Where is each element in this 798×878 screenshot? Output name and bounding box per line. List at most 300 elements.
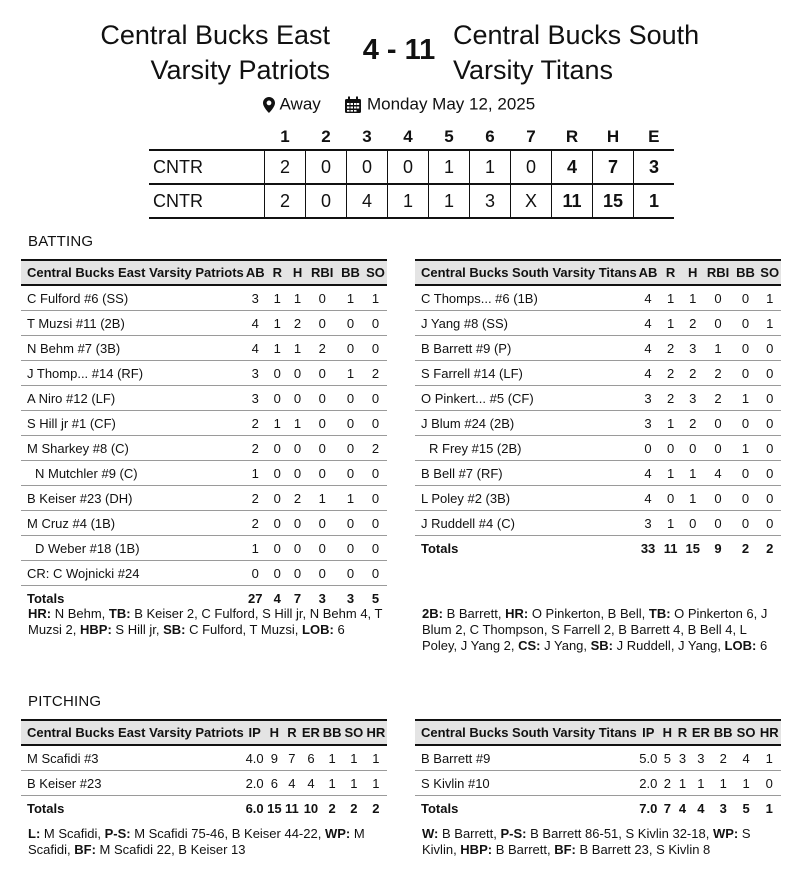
player-name: J Thomp... #14 (RF) <box>21 361 244 386</box>
batting-notes-away <box>28 606 388 638</box>
stat-value: 0 <box>307 461 337 486</box>
player-row <box>21 771 387 796</box>
linescore-row-away <box>149 150 674 184</box>
note-text: M Scafidi 22, B Keiser 13 <box>95 842 246 857</box>
note-text: O Pinkerton 6, J Blum 2, C Thompson, S Farrell 2, B Barrett 4, B Bell 4, L Poley, J Yang 2, <box>422 606 768 653</box>
player-name: B Bell #7 (RF) <box>415 461 637 486</box>
team-abbrev: CNTR <box>149 150 265 184</box>
stat-column-header: BB <box>733 260 759 285</box>
hits-total: 15 <box>593 184 634 218</box>
stat-value: 0 <box>337 386 364 411</box>
stat-value: 0 <box>758 361 781 386</box>
stat-value: 1 <box>288 411 307 436</box>
stat-value: 0 <box>364 461 387 486</box>
note-label: HR: <box>505 606 529 621</box>
note-label: BF: <box>74 842 96 857</box>
stat-value: 1 <box>364 285 387 311</box>
stat-value: 4.0 <box>244 745 266 771</box>
errors-total: 3 <box>634 150 675 184</box>
note-text: M Scafidi, <box>40 826 105 841</box>
note-text: 6 <box>756 638 768 653</box>
hits-header: H <box>606 127 620 146</box>
player-name: J Yang #8 (SS) <box>415 311 637 336</box>
inning-header: 7 <box>526 127 536 146</box>
note-text: B Barrett 23, S Kivlin 8 <box>575 842 711 857</box>
stat-value: 1 <box>704 336 733 361</box>
linescore-row-home <box>149 184 674 218</box>
pitching-notes-away <box>28 826 390 858</box>
totals-value: 4 <box>273 590 281 606</box>
stat-value: 0 <box>288 361 307 386</box>
stat-value: 1 <box>733 436 759 461</box>
stat-column-header: SO <box>758 260 781 285</box>
linescore-table <box>149 125 674 219</box>
stat-value: 0 <box>682 436 704 461</box>
stat-value: 1 <box>682 461 704 486</box>
inning-header: 2 <box>321 127 331 146</box>
stat-value: 0 <box>733 311 759 336</box>
stat-value: 1 <box>267 411 288 436</box>
player-row <box>415 285 781 311</box>
stat-value: 0 <box>704 285 733 311</box>
stat-value: 6 <box>265 771 283 796</box>
stat-value: 1 <box>321 771 343 796</box>
player-row <box>21 336 387 361</box>
note-label: HR: <box>28 606 52 621</box>
note-text: J Yang, <box>540 638 591 653</box>
stat-value: 3 <box>682 386 704 411</box>
stat-value: 0 <box>364 386 387 411</box>
stat-value: 4 <box>301 771 322 796</box>
stat-value: 2 <box>364 436 387 461</box>
stat-column-header: R <box>659 260 682 285</box>
stat-value: 0 <box>288 536 307 561</box>
stat-value: 1 <box>288 336 307 361</box>
stat-value: 0 <box>267 461 288 486</box>
stat-column-header: BB <box>712 720 735 745</box>
stat-column-header: SO <box>343 720 365 745</box>
team-column-header: Central Bucks South Varsity Titans <box>415 720 637 745</box>
stat-value: 1 <box>337 361 364 386</box>
player-row <box>415 311 781 336</box>
player-row <box>415 386 781 411</box>
stat-value: 0 <box>758 486 781 511</box>
calendar-icon <box>344 96 362 114</box>
note-text: S Hill jr, <box>111 622 164 637</box>
stat-value: 2 <box>244 436 267 461</box>
note-label: WP: <box>324 826 351 841</box>
runs-header: R <box>565 127 579 146</box>
stat-value: 3 <box>637 411 660 436</box>
player-name: B Keiser #23 <box>21 771 244 796</box>
stat-column-header: H <box>682 260 704 285</box>
player-row <box>21 511 387 536</box>
stat-value: 2 <box>682 361 704 386</box>
stat-value: 0 <box>364 336 387 361</box>
player-row <box>415 511 781 536</box>
stat-column-header: H <box>660 720 675 745</box>
stat-value: 0 <box>288 511 307 536</box>
stat-value: 1 <box>735 771 758 796</box>
stat-value: 2 <box>288 311 307 336</box>
totals-value: 15 <box>267 800 282 816</box>
totals-value: 1 <box>765 800 773 816</box>
stat-value: 7 <box>283 745 300 771</box>
stat-value: 1 <box>365 745 387 771</box>
location-label: Away <box>279 94 321 114</box>
totals-row <box>21 796 387 821</box>
note-label: SB: <box>590 638 614 653</box>
player-row <box>415 771 781 796</box>
stat-value: 2 <box>244 511 267 536</box>
stats-header-row <box>415 260 781 285</box>
stat-value: 1 <box>343 771 365 796</box>
player-row <box>415 361 781 386</box>
player-name: J Blum #24 (2B) <box>415 411 637 436</box>
totals-value: 15 <box>685 540 700 556</box>
home-team-name <box>453 18 699 88</box>
stat-column-header: SO <box>735 720 758 745</box>
stat-value: 0 <box>364 486 387 511</box>
batting-table-away <box>21 259 387 610</box>
player-row <box>415 745 781 771</box>
stat-value: 0 <box>733 461 759 486</box>
stat-value: 0 <box>337 436 364 461</box>
stat-column-header: HR <box>758 720 781 745</box>
stat-value: 0 <box>758 386 781 411</box>
totals-value: 2 <box>350 800 358 816</box>
stat-value: 1 <box>244 536 267 561</box>
inning-score: 0 <box>388 150 429 184</box>
stat-value: 0 <box>337 336 364 361</box>
stat-value: 2 <box>704 361 733 386</box>
stat-value: 0 <box>733 486 759 511</box>
inning-score: X <box>511 184 552 218</box>
stat-value: 4 <box>283 771 300 796</box>
stat-column-header: R <box>675 720 690 745</box>
stats-header-row <box>21 720 387 745</box>
away-team-line2: Varsity Patriots <box>150 55 330 85</box>
stat-value: 4 <box>637 311 660 336</box>
player-name: S Hill jr #1 (CF) <box>21 411 244 436</box>
note-label: HBP: <box>80 622 112 637</box>
note-text: B Barrett, <box>438 826 501 841</box>
inning-header: 3 <box>362 127 372 146</box>
stat-value: 3 <box>244 285 267 311</box>
stat-value: 2 <box>712 745 735 771</box>
stat-value: 0 <box>288 461 307 486</box>
totals-value: 4 <box>697 800 705 816</box>
player-name: L Poley #2 (3B) <box>415 486 637 511</box>
linescore-header <box>149 125 674 150</box>
pitching-notes-home <box>422 826 784 858</box>
inning-score: 1 <box>388 184 429 218</box>
stat-value: 3 <box>637 386 660 411</box>
stat-column-header: HR <box>365 720 387 745</box>
player-name: N Mutchler #9 (C) <box>21 461 244 486</box>
stat-value: 2.0 <box>637 771 660 796</box>
home-team-line1: Central Bucks South <box>453 20 700 50</box>
player-row <box>21 561 387 586</box>
stat-value: 0 <box>659 436 682 461</box>
stat-value: 0 <box>267 536 288 561</box>
map-pin-icon <box>263 97 275 113</box>
totals-value: 33 <box>640 540 656 556</box>
stat-value: 1 <box>267 336 288 361</box>
stat-column-header: RBI <box>704 260 733 285</box>
stat-value: 0 <box>704 311 733 336</box>
player-name: T Muzsi #11 (2B) <box>21 311 244 336</box>
stat-value: 1 <box>712 771 735 796</box>
stat-value: 2 <box>288 486 307 511</box>
stat-value: 2 <box>307 336 337 361</box>
totals-value: 5 <box>371 590 380 606</box>
note-label: HBP: <box>460 842 493 857</box>
totals-row <box>415 536 781 561</box>
stat-column-header: H <box>265 720 283 745</box>
stat-column-header: RBI <box>307 260 337 285</box>
totals-value: 11 <box>285 800 299 816</box>
stat-value: 6 <box>301 745 322 771</box>
stat-value: 0 <box>364 511 387 536</box>
stat-value: 0 <box>733 285 759 311</box>
note-text: O Pinkerton, B Bell, <box>528 606 649 621</box>
player-row <box>21 285 387 311</box>
stat-value: 2.0 <box>244 771 266 796</box>
stat-value: 0 <box>288 386 307 411</box>
note-label: W: <box>422 826 439 841</box>
stat-value: 0 <box>704 511 733 536</box>
stat-value: 0 <box>307 511 337 536</box>
inning-score: 2 <box>265 150 306 184</box>
player-row <box>415 411 781 436</box>
player-name: A Niro #12 (LF) <box>21 386 244 411</box>
stat-value: 4 <box>637 461 660 486</box>
stat-value: 3 <box>244 361 267 386</box>
totals-value: 3 <box>719 800 727 816</box>
note-text: B Barrett, <box>492 842 555 857</box>
stat-value: 4 <box>637 336 660 361</box>
stat-value: 2 <box>244 411 267 436</box>
player-name: B Barrett #9 <box>415 745 637 771</box>
totals-value: 6.0 <box>245 800 264 816</box>
player-name: B Keiser #23 (DH) <box>21 486 244 511</box>
runs-total: 11 <box>552 184 593 218</box>
player-row <box>21 745 387 771</box>
note-text: M Scafidi, <box>28 826 365 857</box>
stat-value: 0 <box>307 411 337 436</box>
stat-value: 2 <box>364 361 387 386</box>
team-column-header: Central Bucks East Varsity Patriots <box>21 260 244 285</box>
player-name: R Frey #15 (2B) <box>415 436 637 461</box>
stat-value: 0 <box>307 436 337 461</box>
note-text: B Keiser 2, C Fulford, S Hill jr, N Behm 4, T Muzsi 2, <box>28 606 383 637</box>
stat-column-header: ER <box>690 720 712 745</box>
totals-row <box>415 796 781 821</box>
stat-value: 4 <box>735 745 758 771</box>
stat-value: 0 <box>267 361 288 386</box>
stat-value: 4 <box>704 461 733 486</box>
stat-value: 0 <box>704 411 733 436</box>
totals-label: Totals <box>27 800 65 816</box>
stat-value: 1 <box>733 386 759 411</box>
stat-value: 0 <box>758 411 781 436</box>
totals-label: Totals <box>421 800 459 816</box>
errors-header: E <box>648 127 660 146</box>
stat-value: 0 <box>307 536 337 561</box>
stat-value: 0 <box>307 311 337 336</box>
stat-value: 0 <box>364 411 387 436</box>
player-name: C Fulford #6 (SS) <box>21 285 244 311</box>
stat-value: 0 <box>364 561 387 586</box>
totals-value: 3 <box>346 590 355 606</box>
stat-column-header: BB <box>337 260 364 285</box>
stat-value: 1 <box>337 486 364 511</box>
totals-value: 7 <box>293 590 302 606</box>
stat-value: 9 <box>265 745 283 771</box>
stat-value: 0 <box>733 361 759 386</box>
team-column-header: Central Bucks East Varsity Patriots <box>21 720 244 745</box>
stat-value: 0 <box>337 311 364 336</box>
stat-value: 0 <box>267 386 288 411</box>
player-name: N Behm #7 (3B) <box>21 336 244 361</box>
stat-value: 0 <box>364 536 387 561</box>
stat-column-header: H <box>288 260 307 285</box>
stat-column-header: R <box>283 720 300 745</box>
note-label: L: <box>28 826 41 841</box>
player-name: B Barrett #9 (P) <box>415 336 637 361</box>
player-name: M Cruz #4 (1B) <box>21 511 244 536</box>
stat-value: 1 <box>690 771 712 796</box>
inning-score: 0 <box>306 150 347 184</box>
player-row <box>21 311 387 336</box>
note-label: LOB: <box>302 622 334 637</box>
stat-value: 0 <box>267 436 288 461</box>
stat-value: 0 <box>704 436 733 461</box>
player-row <box>415 336 781 361</box>
stat-value: 0 <box>637 436 660 461</box>
note-text: B Barrett, <box>442 606 506 621</box>
stat-value: 4 <box>244 311 267 336</box>
totals-value: 9 <box>714 540 722 556</box>
stat-value: 0 <box>267 561 288 586</box>
stats-header-row <box>415 720 781 745</box>
note-text: S Kivlin, <box>422 826 751 857</box>
stat-value: 1 <box>659 285 682 311</box>
player-row <box>21 461 387 486</box>
home-team-line2: Varsity Titans <box>453 55 614 85</box>
stat-value: 0 <box>288 561 307 586</box>
note-text: N Behm, <box>51 606 109 621</box>
player-row <box>21 536 387 561</box>
stat-value: 0 <box>337 536 364 561</box>
game-meta <box>0 94 798 115</box>
totals-value: 7.0 <box>639 800 658 816</box>
totals-value: 2 <box>328 800 336 816</box>
player-row <box>415 461 781 486</box>
inning-header: 4 <box>403 127 413 146</box>
inning-score: 2 <box>265 184 306 218</box>
stat-value: 1 <box>675 771 690 796</box>
stat-value: 4 <box>244 336 267 361</box>
stat-value: 1 <box>682 285 704 311</box>
stat-value: 0 <box>307 561 337 586</box>
player-name: CR: C Wojnicki #24 <box>21 561 244 586</box>
stat-value: 2 <box>682 311 704 336</box>
stat-value: 0 <box>733 411 759 436</box>
totals-value: 10 <box>303 800 319 816</box>
note-text: J Ruddell, J Yang, <box>613 638 725 653</box>
batting-table-home <box>415 259 781 560</box>
totals-value: 2 <box>741 540 750 556</box>
stat-value: 0 <box>307 386 337 411</box>
stat-value: 5 <box>660 745 675 771</box>
stat-column-header: AB <box>244 260 267 285</box>
player-name: C Thomps... #6 (1B) <box>415 285 637 311</box>
totals-value: 2 <box>766 540 774 556</box>
hits-total: 7 <box>593 150 634 184</box>
totals-label: Totals <box>421 540 459 556</box>
player-row <box>21 386 387 411</box>
stat-column-header: BB <box>321 720 343 745</box>
note-label: P-S: <box>500 826 527 841</box>
player-name: S Kivlin #10 <box>415 771 637 796</box>
stat-column-header: SO <box>364 260 387 285</box>
stat-value: 0 <box>307 285 337 311</box>
note-label: P-S: <box>104 826 131 841</box>
stat-value: 4 <box>637 285 660 311</box>
inning-header: 6 <box>485 127 495 146</box>
player-name: M Scafidi #3 <box>21 745 244 771</box>
stat-value: 0 <box>704 486 733 511</box>
stat-value: 1 <box>267 311 288 336</box>
stat-value: 0 <box>758 436 781 461</box>
date-label: Monday May 12, 2025 <box>366 94 536 114</box>
stat-value: 3 <box>675 745 690 771</box>
stat-value: 1 <box>659 411 682 436</box>
inning-score: 0 <box>306 184 347 218</box>
totals-value: 5 <box>742 800 750 816</box>
stat-value: 3 <box>682 336 704 361</box>
stat-value: 0 <box>758 461 781 486</box>
inning-score: 1 <box>429 184 470 218</box>
stat-value: 0 <box>758 336 781 361</box>
inning-score: 1 <box>429 150 470 184</box>
stat-value: 2 <box>659 361 682 386</box>
player-name: J Ruddell #4 (C) <box>415 511 637 536</box>
stat-value: 1 <box>307 486 337 511</box>
stat-column-header: R <box>267 260 288 285</box>
pitching-table-home <box>415 719 781 820</box>
stats-header-row <box>21 260 387 285</box>
stat-value: 0 <box>244 561 267 586</box>
pitching-section-title: PITCHING <box>28 693 102 710</box>
stat-value: 3 <box>637 511 660 536</box>
away-team-line1: Central Bucks East <box>100 20 330 50</box>
stat-value: 1 <box>659 461 682 486</box>
stat-value: 0 <box>659 486 682 511</box>
player-name: D Weber #18 (1B) <box>21 536 244 561</box>
totals-value: 11 <box>663 540 678 556</box>
stat-column-header: ER <box>301 720 322 745</box>
batting-notes-home <box>422 606 782 654</box>
stat-value: 0 <box>758 511 781 536</box>
note-label: LOB: <box>724 638 757 653</box>
note-label: TB: <box>648 606 671 621</box>
note-label: CS: <box>518 638 541 653</box>
stat-value: 0 <box>364 311 387 336</box>
inning-score: 1 <box>470 150 511 184</box>
